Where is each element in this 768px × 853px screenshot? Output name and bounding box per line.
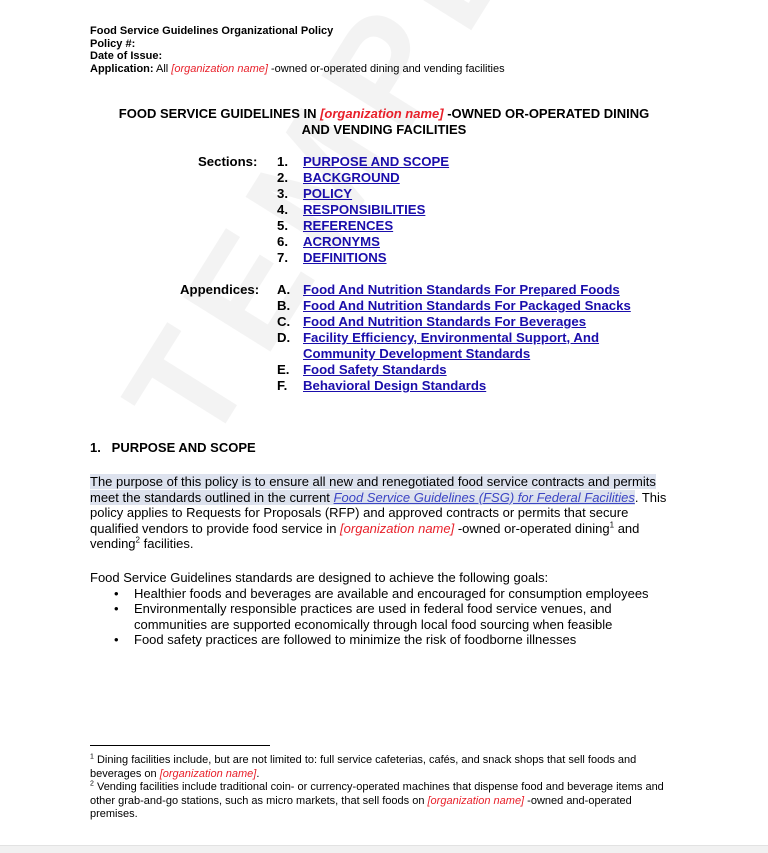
sections-label: Sections: [198, 154, 258, 169]
toc-item-references [277, 218, 449, 234]
appendix-item-a [277, 282, 631, 298]
appendix-link-prepared-foods[interactable]: Food And Nutrition Standards For Prepared Foods [303, 282, 620, 297]
appendix-link-community-development[interactable]: Community Development Standards [303, 346, 531, 361]
footnotes [90, 754, 680, 822]
appendix-letter: B. [277, 298, 291, 313]
footnote-2: $^2$ Vending facilities include traditional coin- or currency-operated machines that dispense food and beverage items and other grab-and-go stations, such as micro markets, that sell foods on [organization name] -owned and-operated premises. [90, 780, 664, 820]
appendix-letter: D. [277, 330, 291, 345]
appendix-item-b [277, 298, 631, 314]
purpose-paragraph: The purpose of this policy is to ensure all new and renegotiated food service contracts and permits meet the standards outlined in the current Food Service Guidelines (FSG) for Federal Facilities. This policy applies to Requests for Proposals (RFP) and approved contracts or permits that secure qualified vendors to provide food service in [organization name] -owned or-operated dining$^1$ and vending$^2$ facilities. [90, 474, 667, 552]
footnote-1-org-placeholder: [organization name] [159, 767, 257, 780]
appendix-item-f [277, 378, 631, 394]
toc-item-background [277, 170, 449, 186]
application-post: -owned or-operated dining and vending facilities [267, 62, 505, 75]
toc-link-responsibilities[interactable]: RESPONSIBILITIES [303, 202, 426, 217]
document-title [90, 106, 678, 138]
toc-link-acronyms[interactable]: ACRONYMS [303, 234, 380, 249]
goals-list [90, 586, 675, 648]
toc-number: 6. [277, 234, 288, 249]
policy-number-label: Policy #: [90, 37, 136, 50]
toc-number: 5. [277, 218, 288, 233]
application-org-placeholder: [organization name] [171, 62, 268, 75]
appendix-item-c [277, 314, 631, 330]
toc-link-background[interactable]: BACKGROUND [303, 170, 400, 185]
highlighted-text: The purpose of this policy is to ensure all new and renegotiated food service contracts and permits meet the standards outlined in the current Food Service Guidelines (FSG) for Federal Facilities [90, 474, 656, 505]
appendix-letter: C. [277, 314, 291, 329]
footnote-ref-2[interactable]: 2 [135, 536, 140, 546]
toc-item-definitions [277, 250, 449, 266]
bullet-icon: • [114, 632, 119, 648]
appendix-letter: F. [277, 378, 288, 393]
toc-item-responsibilities [277, 202, 449, 218]
toc-number: 7. [277, 250, 288, 265]
goals-intro: Food Service Guidelines standards are designed to achieve the following goals: [90, 570, 549, 585]
title-pre: FOOD SERVICE GUIDELINES IN [118, 106, 321, 121]
appendices-list [277, 282, 631, 394]
toc-number: 2. [277, 170, 288, 185]
appendix-letter: A. [277, 282, 291, 297]
date-of-issue-label: Date of Issue: [90, 50, 163, 62]
toc-link-definitions[interactable]: DEFINITIONS [303, 250, 387, 265]
appendix-link-behavioral-design[interactable]: Behavioral Design Standards [303, 378, 487, 393]
appendix-link-facility-efficiency[interactable]: Facility Efficiency, Environmental Support, And [303, 330, 600, 345]
appendix-item-d [277, 330, 631, 346]
goals-block [90, 570, 675, 648]
title-org-placeholder: [organization name] [320, 106, 444, 121]
policy-header [90, 25, 505, 75]
toc-number: 4. [277, 202, 288, 217]
footnote-separator [90, 745, 270, 746]
appendix-letter: E. [277, 362, 290, 377]
footnote-2-org-placeholder: [organization name] [427, 794, 525, 807]
list-item: • Food safety practices are followed to minimize the risk of foodborne illnesses [114, 632, 577, 648]
appendix-link-beverages[interactable]: Food And Nutrition Standards For Beverages [303, 314, 587, 329]
toc-number: 3. [277, 186, 288, 201]
toc-item-purpose [277, 154, 449, 170]
toc-link-purpose-and-scope[interactable]: PURPOSE AND SCOPE [303, 154, 450, 169]
toc-link-policy[interactable]: POLICY [303, 186, 353, 201]
toc-link-references[interactable]: REFERENCES [303, 218, 394, 233]
title-post: -OWNED OR-OPERATED DINING [443, 106, 650, 121]
toc-item-acronyms [277, 234, 449, 250]
appendix-item-d-continued [277, 346, 631, 362]
policy-title: Food Service Guidelines Organizational Policy [90, 25, 334, 37]
application-line [90, 63, 505, 76]
toc-number: 1. [277, 154, 288, 169]
list-item: • Environmentally responsible practices are used in federal food service venues, and communities are supported economically through local food sourcing when feasible [114, 601, 613, 632]
footnote-ref-1[interactable]: 1 [609, 520, 615, 530]
appendix-item-e [277, 362, 631, 378]
toc-item-policy [277, 186, 449, 202]
appendix-link-packaged-snacks[interactable]: Food And Nutrition Standards For Packaged Snacks [303, 298, 631, 313]
appendices-label: Appendices: [180, 282, 260, 297]
section-heading-purpose: 1. PURPOSE AND SCOPE [90, 440, 256, 455]
list-item: • Healthier foods and beverages are available and encouraged for consumption employees [114, 585, 649, 601]
appendix-link-food-safety[interactable]: Food Safety Standards [303, 362, 447, 377]
bullet-icon: • [114, 601, 119, 617]
footnote-1: $^1$ Dining facilities include, but are not limited to: full service cafeterias, cafés, and snack shops that sell foods and beverages on [organization name]. [90, 753, 637, 780]
fsg-federal-facilities-link[interactable]: Food Service Guidelines (FSG) for Federal Facilities [333, 489, 635, 505]
sections-list [277, 154, 449, 266]
application-pre: All [153, 62, 172, 75]
page-bottom-edge [0, 845, 768, 853]
title-line2: AND VENDING FACILITIES [301, 122, 467, 137]
bullet-icon: • [114, 585, 119, 601]
purpose-org-placeholder: [organization name] [340, 520, 455, 536]
application-label: Application: [90, 62, 154, 75]
